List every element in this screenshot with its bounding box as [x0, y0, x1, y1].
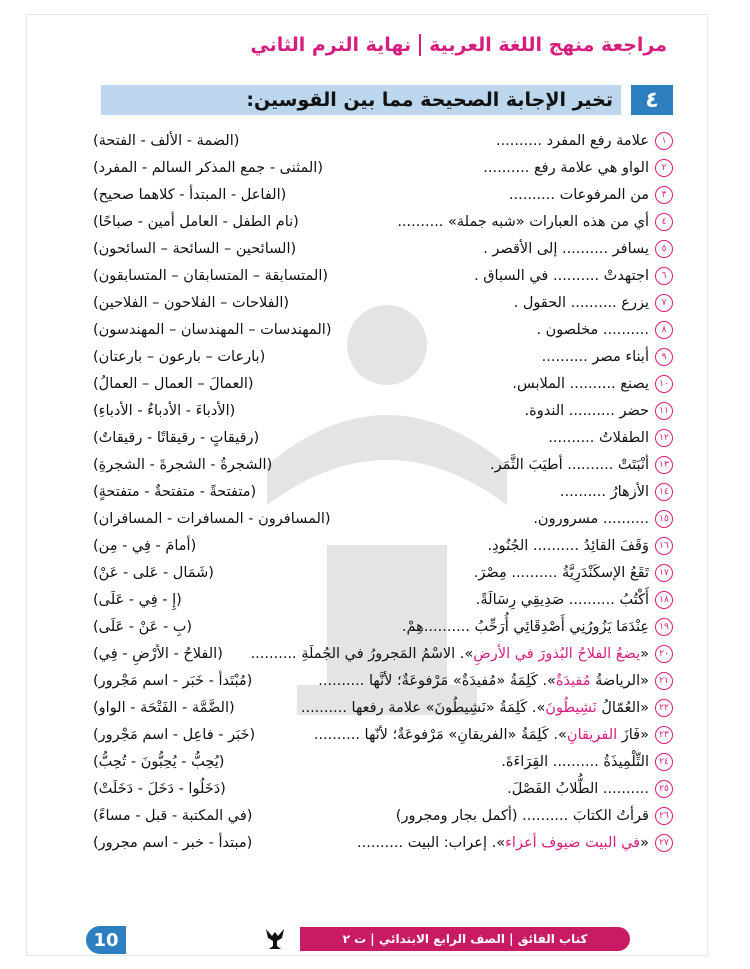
question-number: ١٠ [655, 375, 673, 393]
answer-choices: (الأدباءَ - الأدباءُ - الأدباءِ) [93, 402, 236, 419]
question-text: الواو هي علامة رفع .......... [483, 159, 649, 176]
question-number: ١٦ [655, 537, 673, 555]
answer-choices: (مُبْتَدأ - خَبَر - اسم مَجْرور) [93, 672, 253, 689]
question-row [93, 667, 673, 694]
question-text: «العُمّالُ نَشِيطُونَ». كَلِمَةُ «نَشِيطُونَ» علامة رفعها .......... [300, 699, 649, 716]
question-text: يزرع .......... الحقول . [513, 294, 649, 311]
question-row [93, 208, 673, 235]
question-number: ٨ [655, 321, 673, 339]
highlighted-text: مُفيدَةٌ [555, 672, 591, 689]
answer-choices: (الشجرةُ - الشجرةَ - الشجرةِ) [93, 456, 273, 473]
question-text: أبناء مصر .......... [541, 348, 649, 365]
answer-choices: (خَبَر - فاعِل - اسم مَجْرور) [93, 726, 256, 743]
question-row [93, 829, 673, 856]
answer-choices: (إِ - فِي - عَلَى) [93, 591, 182, 608]
question-text: «فَازَ الفريقانِ». كَلِمَةُ «الفريقانِ» مَرْفوعَةٌ؛ لأنّها .......... [313, 726, 649, 743]
section-title: تخير الإجابة الصحيحة مما بين القوسين: [101, 85, 621, 115]
answer-choices: (الفلاحات – الفلاحون – الفلاحين) [93, 294, 290, 311]
question-text: وَقَفَ القائِدُ .......... الجُنُودِ. [487, 537, 649, 554]
question-row [93, 640, 673, 667]
question-text: .......... مسرورون. [533, 510, 649, 527]
answer-choices: (أمامَ - فِي - مِن) [93, 537, 197, 554]
question-number: ٢٣ [655, 726, 673, 744]
question-number: ٢٠ [655, 645, 673, 663]
answer-choices: (العمالَ – العمال – العمالُ) [93, 375, 254, 392]
answer-choices: (متفتحةً - متفتحةٌ - متفتحةٍ) [93, 483, 257, 500]
question-text: قرأتُ الكتابَ .......... (أكمل بجار ومجرور) [395, 807, 649, 824]
question-number: ٢٤ [655, 753, 673, 771]
question-text: علامة رفع المفرد .......... [495, 132, 649, 149]
question-number: ١٩ [655, 618, 673, 636]
question-text: التِّلْمِيذَةُ .......... القِرَاءَةَ. [501, 753, 649, 770]
answer-choices: (نام الطفل - العامل أمين - صباحًا) [93, 213, 299, 230]
question-row [93, 613, 673, 640]
question-text: أَكْتُبُ .......... صَدِيقِي رِسَالَةً. [475, 591, 649, 608]
question-text: عِنْدَمَا يَزُورُنِي أَصْدِقَائِي أُرَحِّبُ ..........هِمْ. [401, 618, 649, 635]
answer-choices: (مبتدأ - خبر - اسم مجرور) [93, 834, 253, 851]
question-row [93, 235, 673, 262]
question-text: الطفلاتُ .......... [548, 429, 649, 446]
question-number: ١٧ [655, 564, 673, 582]
question-number: ٣ [655, 186, 673, 204]
answer-choices: (السائحين – السائحة – السائحون) [93, 240, 297, 257]
question-row [93, 478, 673, 505]
highlighted-text: الفريقانِ [566, 726, 618, 743]
header-separator [419, 34, 421, 56]
footer-book-label: كتاب الفائق | الصف الرابع الابتدائي | ت ٢ [300, 927, 630, 951]
question-row [93, 586, 673, 613]
question-text: «الرياضةُ مُفيدَةٌ». كَلِمَةُ «مُفيدَةٌ» مَرْفوعَةٌ؛ لأنَّها .......... [318, 672, 649, 689]
question-number: ٦ [655, 267, 673, 285]
question-row [93, 424, 673, 451]
question-row [93, 343, 673, 370]
answer-choices: (الفلاحُ - الأرْضِ - فِي) [93, 645, 223, 662]
question-row [93, 721, 673, 748]
answer-choices: (بِ - عَنْ - عَلَى) [93, 618, 193, 635]
question-text: «في البيت ضيوف أعزاء». إعراب: البيت .......... [357, 834, 649, 851]
question-number: ٢٧ [655, 834, 673, 852]
answer-choices: (دَخَلُوا - دَخَلَ - دَخَلَتْ) [93, 780, 226, 797]
page-number: 10 [86, 926, 126, 954]
highlighted-text: في البيت ضيوف أعزاء [505, 834, 641, 851]
question-text: من المرفوعات .......... [508, 186, 649, 203]
answer-choices: (المثنى - جمع المذكر السالم - المفرد) [93, 159, 323, 176]
page-header [250, 23, 667, 67]
question-number: ١٥ [655, 510, 673, 528]
answer-choices: (المهندسات – المهندسان – المهندسون) [93, 321, 332, 338]
question-row [93, 694, 673, 721]
answer-choices: (شَمَال - عَلى - عَنْ) [93, 564, 214, 581]
question-text: الأزهارُ .......... [559, 483, 649, 500]
section-header [98, 85, 673, 119]
question-number: ١٨ [655, 591, 673, 609]
question-row [93, 262, 673, 289]
highlighted-text: نَشِيطُونَ [545, 699, 597, 716]
answer-choices: (يُحِبُّ - يُحِبُّونَ - تُحِبُّ) [93, 753, 225, 770]
question-number: ١ [655, 132, 673, 150]
question-row [93, 505, 673, 532]
question-number: ٧ [655, 294, 673, 312]
question-row [93, 289, 673, 316]
question-number: ٢٥ [655, 780, 673, 798]
question-row [93, 532, 673, 559]
question-number: ٢١ [655, 672, 673, 690]
answer-choices: (الفاعل - المبتدأ - كلاهما صحيح) [93, 186, 287, 203]
question-number: ٩ [655, 348, 673, 366]
question-text: يصنع .......... الملابس. [512, 375, 649, 392]
answer-choices: (في المكتبة - قبل - مساءً) [93, 807, 253, 824]
answer-choices: (المسافرون - المسافرات - المسافران) [93, 510, 331, 527]
highlighted-text: يضعُ الفلاحُ البُذورَ في الأرضِ [473, 645, 641, 662]
header-title-part1: مراجعة منهج اللغة العربية [429, 34, 667, 56]
question-row [93, 397, 673, 424]
question-number: ٤ [655, 213, 673, 231]
question-text: تَقَعُ الإسكَنْدَرِيَّةُ .......... مِصْرَ. [473, 564, 649, 581]
answer-choices: (الضمة - الألف - الفتحة) [93, 132, 240, 149]
question-row [93, 451, 673, 478]
trophy-logo-icon [262, 926, 288, 952]
header-title-part2: نهاية الترم الثاني [250, 34, 412, 56]
question-row [93, 370, 673, 397]
question-text: يسافر .......... إلى الأقصر . [483, 240, 649, 257]
question-row [93, 775, 673, 802]
section-number: ٤ [631, 85, 673, 115]
question-number: ٥ [655, 240, 673, 258]
page-footer [110, 925, 630, 955]
question-text: «يضعُ الفلاحُ البُذورَ في الأرضِ». الاسْمُ المَجرورُ في الجُملَةِ .......... [250, 645, 649, 662]
question-row [93, 154, 673, 181]
question-number: ٢٢ [655, 699, 673, 717]
question-list [93, 127, 673, 856]
question-row [93, 559, 673, 586]
question-number: ١٢ [655, 429, 673, 447]
question-row [93, 181, 673, 208]
question-text: .......... مخلصون . [536, 321, 649, 338]
question-text: حضر .......... الندوة. [524, 402, 649, 419]
answer-choices: (بارعات – بارعون – بارعتان) [93, 348, 266, 365]
question-number: ١١ [655, 402, 673, 420]
question-row [93, 316, 673, 343]
question-row [93, 802, 673, 829]
answer-choices: (الضَّمَّة - الفَتْحَة - الواو) [93, 699, 235, 716]
question-number: ١٣ [655, 456, 673, 474]
question-row [93, 127, 673, 154]
question-number: ١٤ [655, 483, 673, 501]
question-text: أي من هذه العبارات «شبه جملة» .......... [397, 213, 649, 230]
question-text: اجتهدتْ .......... في السباق . [474, 267, 649, 284]
question-number: ٢ [655, 159, 673, 177]
document-page [26, 14, 708, 956]
answer-choices: (المتسابقة – المتسابقان – المتسابقون) [93, 267, 329, 284]
question-row [93, 748, 673, 775]
question-text: أنْبَتَتْ .......... أطيَبَ الثَّمَر. [490, 456, 649, 473]
question-text: .......... الطُّلابُ الفَصْلَ. [507, 780, 649, 797]
answer-choices: (رقيقاتٍ - رقيقاتًا - رقيقاتٌ) [93, 429, 260, 446]
question-number: ٢٦ [655, 807, 673, 825]
